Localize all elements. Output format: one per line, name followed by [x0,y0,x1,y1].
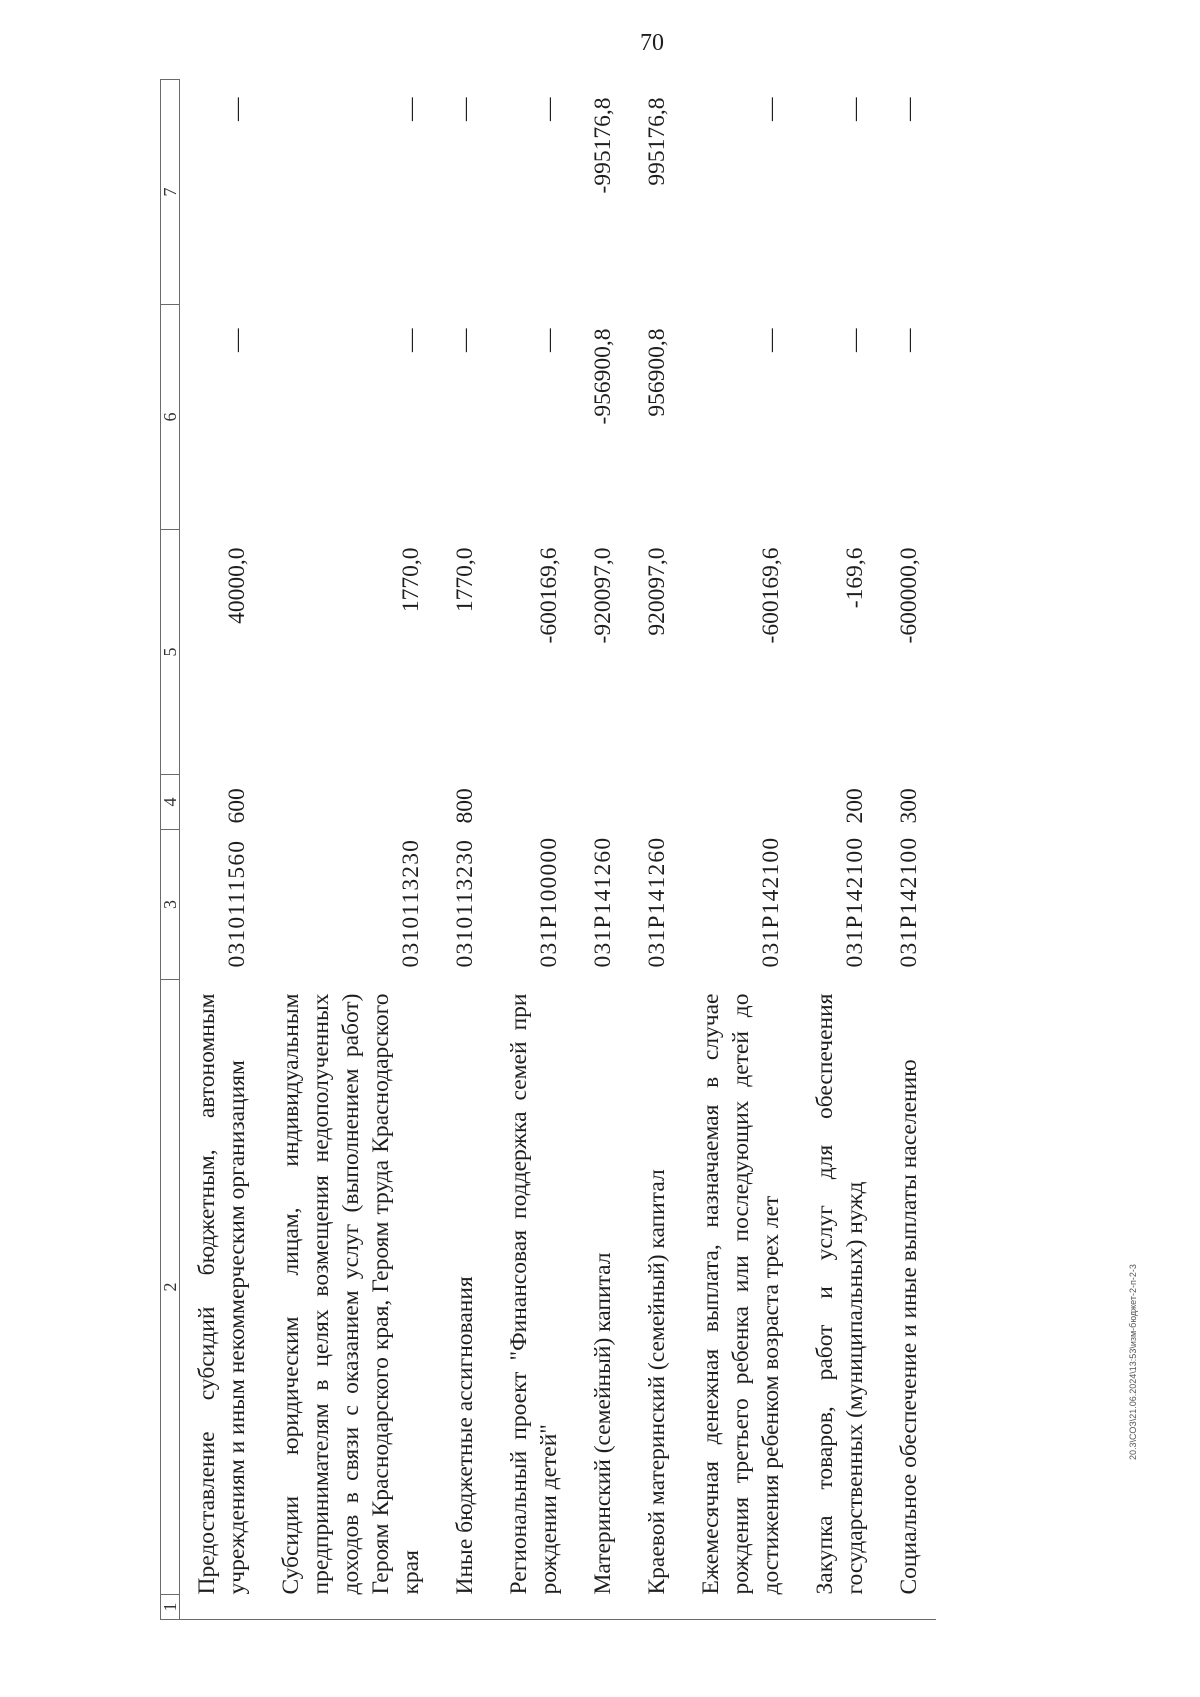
row-value-col6 [180,305,265,530]
row-name-text: Закупка товаров, работ и услуг для обеспечения государственных (муниципальных) нужд [812,993,868,1595]
row-value-col7 [576,80,630,305]
row-value-col7 [798,80,882,305]
row-value-col6-text: — [224,328,250,352]
row-name [576,980,630,1595]
row-code-text: 031P141260 [644,836,670,968]
row-code [264,830,438,980]
row-name-text: Ежемесячная денежная выплата, назначаемая в случае рождения третьего ребенка или последующих детей до достижения ребенком возраста трех лет [698,993,784,1595]
row-name-text: Краевой материнский (семейный) капитал [644,1169,670,1595]
table-row [180,80,265,1620]
row-name-text: Предоставление субсидий бюджетным, автономным учреждениям и иным некоммерческим организациям [194,993,250,1595]
row-value-col6-text: — [536,328,562,352]
row-value-col5 [438,530,492,775]
row-value-col5-text: -600000,0 [896,547,922,644]
row-name [492,980,576,1595]
header-col-7: 7 [161,80,180,305]
row-value-col7-text: — [224,97,250,121]
row-col-1 [630,1595,684,1620]
row-name-text: Субсидии юридическим лицам, индивидуальным предпринимателям в целях возмещения недополученных доходов в связи с оказанием услуг (выполнением работ) Героям Краснодарского края, Героям труда Краснодарского края [278,993,424,1595]
footer-file-path: 20.3\СОЗ\21.06.2024\13:53\изм-бюджет-2-п-2-3 [1128,1264,1138,1460]
row-value-col5 [684,530,798,775]
row-code [576,830,630,980]
row-name [438,980,492,1595]
budget-table [160,79,936,1620]
table-row [492,80,576,1620]
row-value-col6 [576,305,630,530]
row-code-text: 0310113230 [452,838,478,968]
row-code-text: 031P100000 [536,836,562,968]
table-row [438,80,492,1620]
row-type-text: 200 [842,788,868,824]
row-type [576,775,630,830]
header-col-3: 3 [161,830,180,980]
row-code-text: 031P142100 [842,836,868,968]
table-row [576,80,630,1620]
row-value-col7-text: — [536,97,562,121]
row-value-col6 [882,305,936,530]
row-value-col6-text: — [896,328,922,352]
row-type [438,775,492,830]
row-col-1 [798,1595,882,1620]
row-value-col7 [492,80,576,305]
row-value-col6 [438,305,492,530]
table-body [180,80,937,1620]
row-col-1 [438,1595,492,1620]
row-value-col5-text: -169,6 [842,547,868,609]
row-value-col7 [882,80,936,305]
header-col-2: 2 [161,980,180,1595]
row-name [264,980,438,1595]
table-row [882,80,936,1620]
row-value-col7 [630,80,684,305]
row-type [492,775,576,830]
table-row [798,80,882,1620]
row-value-col5 [264,530,438,775]
row-value-col7-text: — [452,97,478,121]
row-value-col7 [684,80,798,305]
row-col-1 [492,1595,576,1620]
row-name-text: Региональный проект "Финансовая поддержка семей при рождении детей" [506,993,562,1595]
row-value-col7 [180,80,265,305]
row-value-col7 [264,80,438,305]
row-type [180,775,265,830]
row-value-col6-text: -956900,8 [590,328,616,425]
row-value-col7-text: -995176,8 [590,97,616,194]
row-value-col6-text: — [398,328,424,352]
row-value-col5-text: -600169,6 [536,547,562,644]
row-value-col5-text: -920097,0 [590,547,616,644]
row-value-col7-text: — [398,97,424,121]
header-col-5: 5 [161,530,180,775]
row-name [180,980,265,1595]
row-code-text: 031P141260 [590,836,616,968]
row-name [684,980,798,1595]
row-type [798,775,882,830]
row-type [882,775,936,830]
row-code [798,830,882,980]
row-value-col5-text: 1770,0 [452,547,478,613]
row-value-col7 [438,80,492,305]
row-type-text: 300 [896,788,922,824]
row-name-text: Материнский (семейный) капитал [590,1252,616,1595]
row-value-col7-text: 995176,8 [644,97,670,186]
header-col-4: 4 [161,775,180,830]
row-type [264,775,438,830]
row-value-col6 [684,305,798,530]
row-name [882,980,936,1595]
row-value-col5-text: 1770,0 [398,547,424,613]
table-row [630,80,684,1620]
row-type [630,775,684,830]
row-name [630,980,684,1595]
row-code [630,830,684,980]
row-col-1 [576,1595,630,1620]
row-value-col6 [798,305,882,530]
row-col-1 [684,1595,798,1620]
row-code [180,830,265,980]
row-type-text: 800 [452,788,478,824]
row-value-col5 [180,530,265,775]
row-value-col5-text: 40000,0 [224,547,250,624]
row-value-col6-text: — [452,328,478,352]
row-value-col6 [630,305,684,530]
row-value-col5 [576,530,630,775]
row-col-1 [264,1595,438,1620]
row-code-text: 0310113230 [398,838,424,968]
row-value-col6-text: 956900,8 [644,328,670,417]
row-value-col5 [798,530,882,775]
row-col-1 [180,1595,265,1620]
row-code [882,830,936,980]
page-number: 70 [640,30,664,56]
row-value-col5 [492,530,576,775]
table-row [684,80,798,1620]
row-code-text: 031P142100 [896,836,922,968]
row-code [492,830,576,980]
row-col-1 [882,1595,936,1620]
row-code [438,830,492,980]
header-col-1: 1 [161,1595,180,1620]
table-row [264,80,438,1620]
row-value-col7-text: — [758,97,784,121]
row-code [684,830,798,980]
row-value-col7-text: — [896,97,922,121]
header-col-6: 6 [161,305,180,530]
row-type-text: 600 [224,788,250,824]
row-value-col5-text: -600169,6 [758,547,784,644]
row-value-col6-text: — [842,328,868,352]
rotated-table-container [160,80,1060,1620]
row-value-col6 [264,305,438,530]
row-value-col6 [492,305,576,530]
row-value-col5-text: 920097,0 [644,547,670,636]
header-row [161,80,180,1620]
row-code-text: 031P142100 [758,836,784,968]
row-name-text: Социальное обеспечение и иные выплаты населению [896,1059,922,1595]
row-value-col7-text: — [842,97,868,121]
row-value-col5 [882,530,936,775]
row-name-text: Иные бюджетные ассигнования [452,1276,478,1595]
row-value-col6-text: — [758,328,784,352]
row-code-text: 0310111560 [224,839,250,968]
row-value-col5 [630,530,684,775]
row-name [798,980,882,1595]
row-type [684,775,798,830]
